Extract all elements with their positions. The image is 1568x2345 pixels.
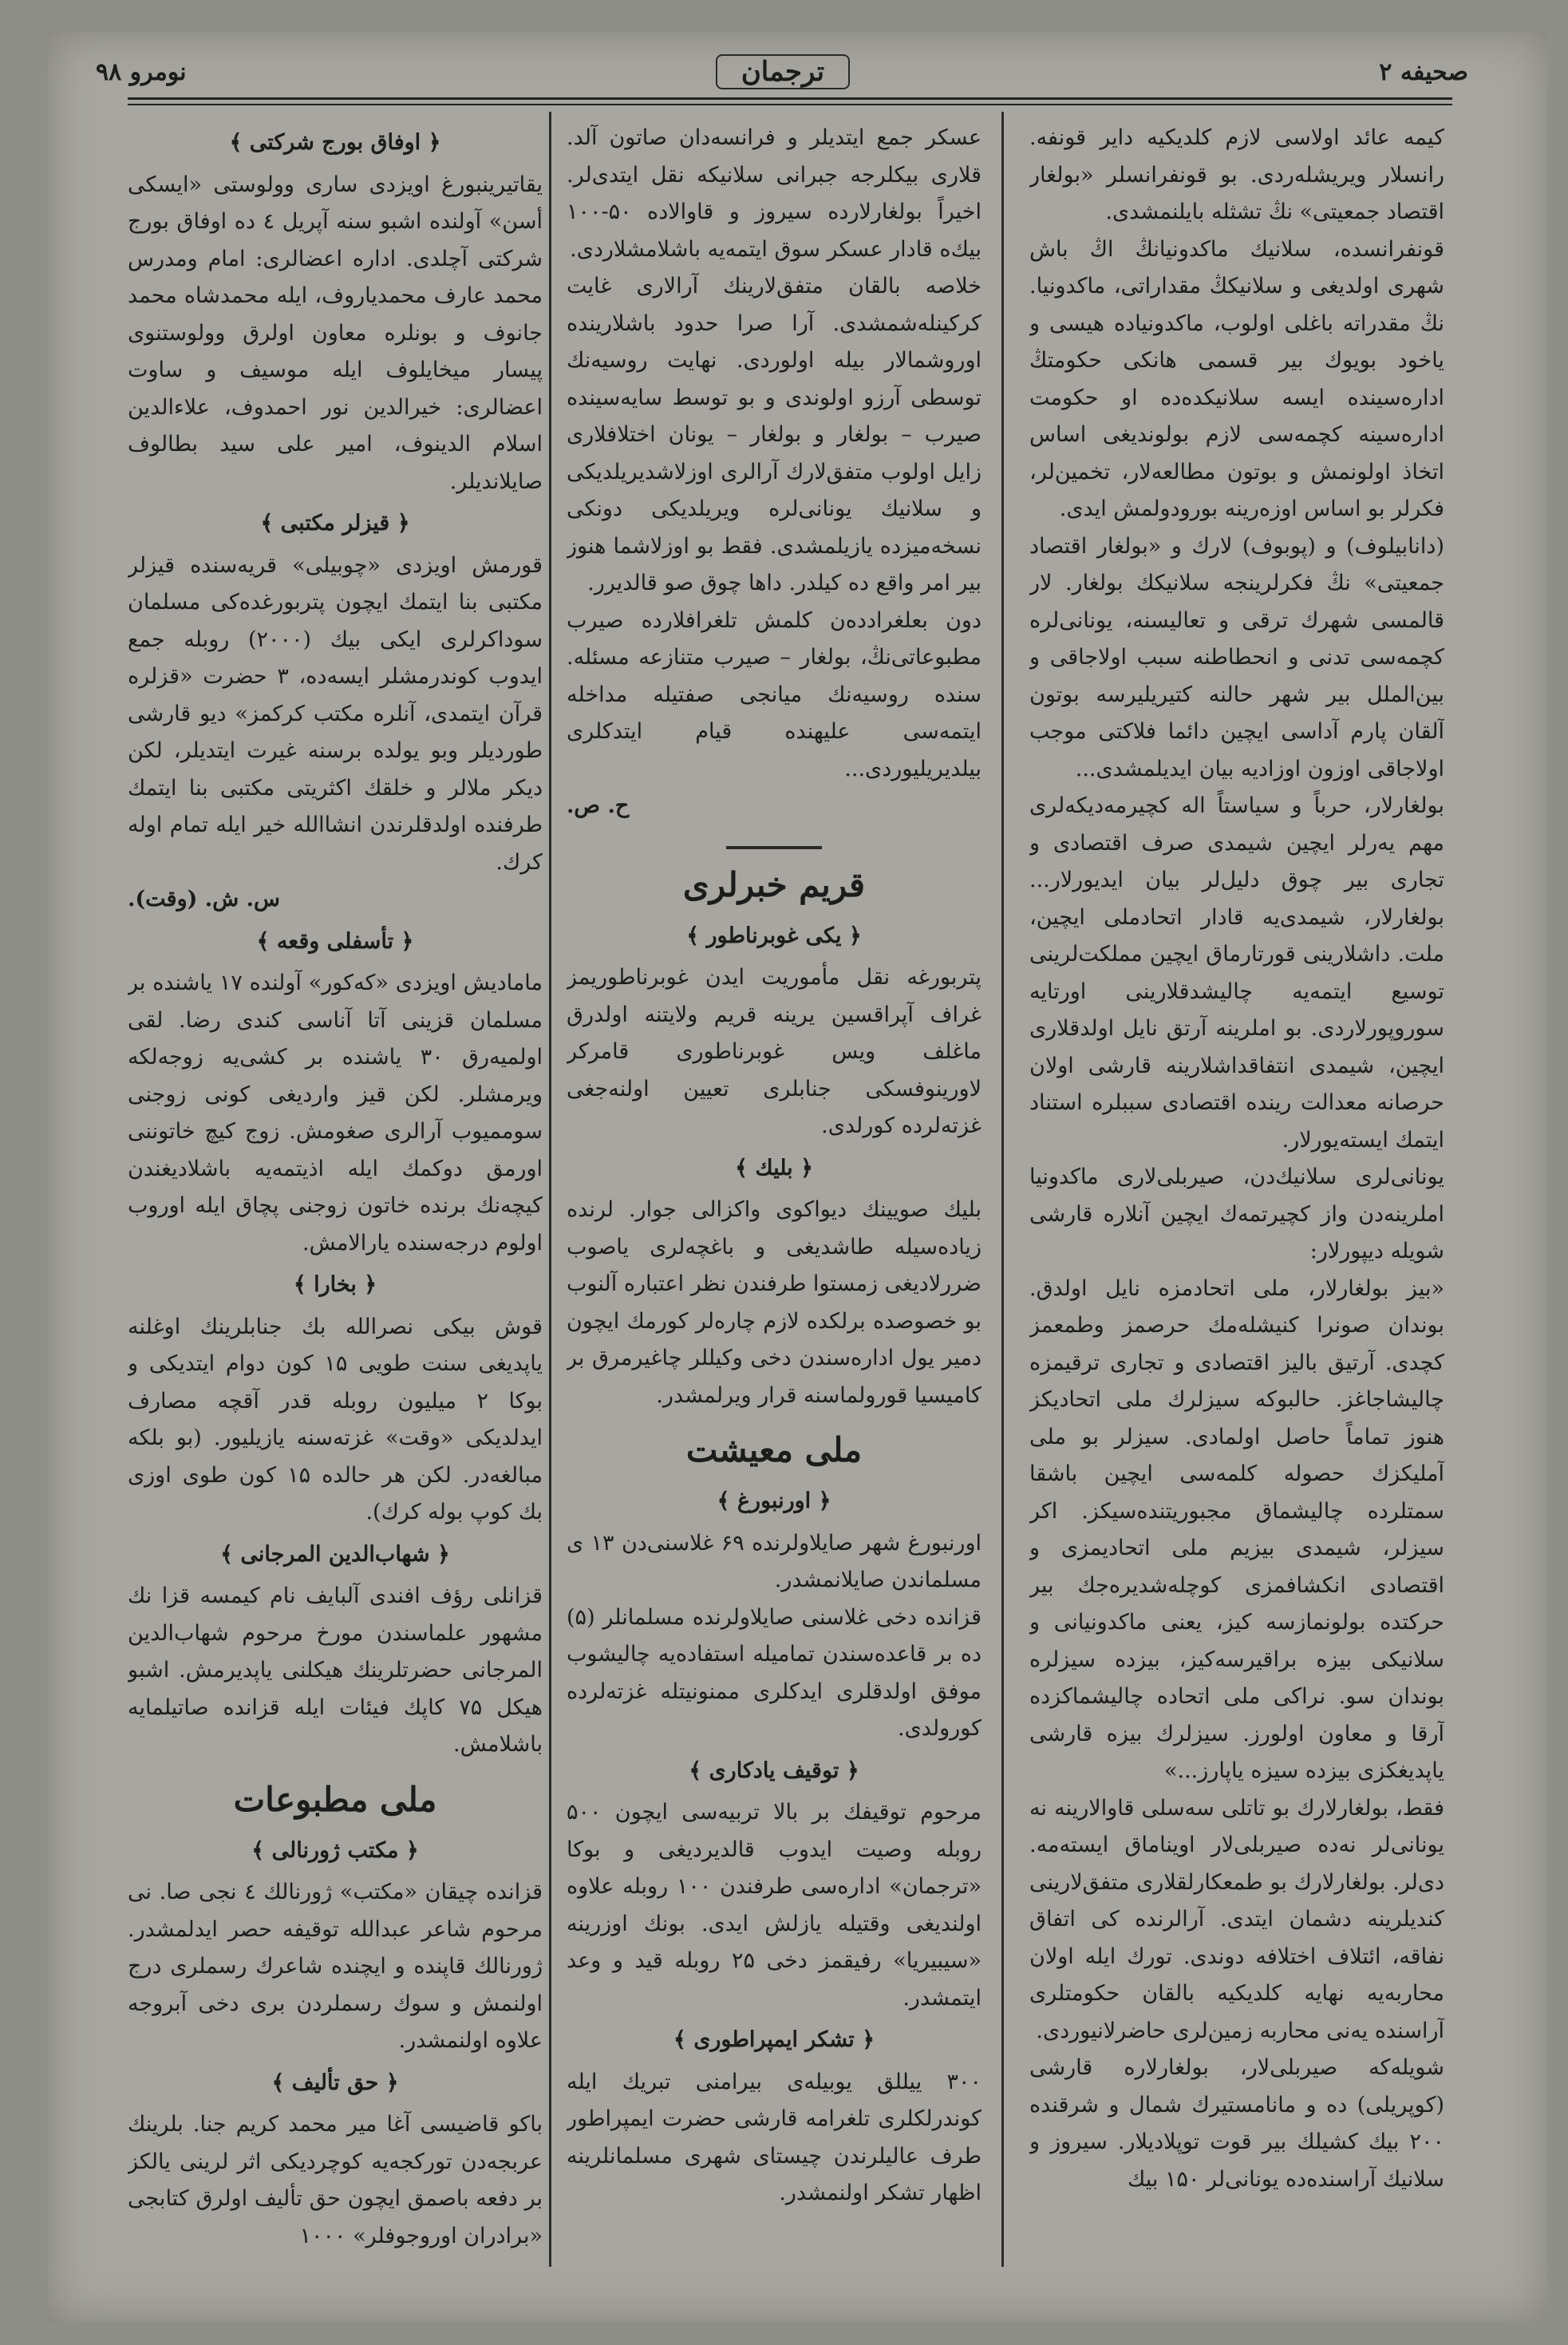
header-rule — [128, 97, 1452, 100]
subheading-school-journal: ﴿ مکتب ژورنالی ﴾ — [251, 1837, 419, 1863]
article-paragraph: باکو قاضیسی آغا میر محمد کریم جنا. بلرینك عربجه‌دن تورکجه‌یه کوچردیکی اثر لرینی یالکز بر دفعه باصمق ایچون حق تألیف اولرق کتابجی «برادران اوروجوفلر» ۱۰۰۰ — [128, 2112, 543, 2248]
article-signature: ح. ص. — [567, 793, 630, 818]
page-header — [96, 48, 1468, 96]
page-label: صحیفه ۲ — [1379, 57, 1468, 86]
article-paragraph: خلاصه بالقان متفق‌لارینك آرالاری غایت کرکینله‌شمشدی. آرا صرا حدود باشلارینده اوروشمالار بیله اولوردی. نهایت روسیه‌نك توسطی آرزو اولوندی و بو توسط سایه‌سینده صیرب – بولغار و بولغار – یونان اختلافلاری زایل اولوب متفق‌لارك آرالری اوزلاشدیریلدیکی و سلانیك یونانی‌لره ویریلدیکی دونکی نسخه‌میزده یازیلمشدی. فقط بو اوزلاشما هنوز بیر امر واقع ده کیلدر. داها چوق صو قالدیرر. — [567, 274, 981, 595]
article-paragraph: دون بعلغرادده‌ن کلمش تلغرافلارده صیرب مطبوعاتی‌نڭ، بولغار – صیرب متنازعه مسئله. سنده روسیه‌نك میانجی صفتیله مداخله ایتمه‌سی علیهنده قیام ایتدکلری بیلدیریلیوردی... — [567, 607, 981, 781]
subheading-waqf: ﴿ اوفاق بورج شرکتی ﴾ — [229, 130, 441, 155]
subheading-balik: ﴿ بلیك ﴾ — [735, 1155, 813, 1180]
column-divider — [1001, 112, 1004, 2267]
article-paragraph: قزانلی رؤف افندی آلبایف نام کیمسه قزا نك مشهور علماسندن مورخ مرحوم شهاب‌الدین المرجانی حضرتلرینك هیکلنی یاپدیرمش. اشبو هیکل ۷۵ کاپك فیئات ایله قزانده صاتیلمایه باشلامش. — [128, 1584, 543, 1757]
section-heading-national-life: ملی معیشت — [685, 1430, 863, 1469]
subheading-marjani: ﴿ شهاب‌الدین المرجانی ﴾ — [220, 1541, 450, 1567]
section-heading-national-press: ملی مطبوعات — [233, 1779, 437, 1819]
subheading-copyright: ﴿ حق تألیف ﴾ — [271, 2070, 399, 2095]
newspaper-title: ترجمان — [716, 54, 850, 89]
column-left — [128, 120, 543, 2267]
subheading-girls-school: ﴿ قیزلر مکتبی ﴾ — [260, 511, 410, 536]
subheading-tawkif: ﴿ توقیف یادکاری ﴾ — [689, 1758, 859, 1783]
article-paragraph: مرحوم توقیفك بر بالا تربیه‌سی ایچون ۵۰۰ روبله وصیت ایدوب قالدیردیغی و بوکا «ترجمان» اداره‌سی طرفندن ۱۰۰ روبله علاوه اولندیغی وقتیله یازلش ایدی. بونك اوزرینه «سیبیریا» رفیقمز دخی ۲۵ روبله قید و وعد ایتمشدر. — [567, 1800, 981, 2011]
article-paragraph: «بیز بولغارلار، ملی اتحادمزه نایل اولدق. بوندان صونرا کنیشله‌مك حرصمز وطمعمز کچدی. آرتیق بالیز اقتصادی و تجاری ترقیمزه چالیشاجاغز. حالبوکه سیزلرك ملی اتحادیکز هنوز تماماً حاصل اولمادی. سیزلر بو ملی آملیکزك حصوله کلمه‌سی ایچین باشقا سمتلرده چالیشماق مجبوریتنده‌سیکز. اکر سیزلر، شیمدی بیزیم ملی اتحادیمزی و اقتصادی انکشافمزی کوچله‌شدیره‌جك بیر حرکتده بولونمازسه کیز، یعنی ماکدونیانی و سلانیکی بیزه براقیرسه‌کیز، بیزده سیزلره بوندان سو. نراکی ملی اتحاده چالیشماکزده آرقا و معاون اولورز. سیزلرك بیزه قارشی یاپدیغکزی بیزده سیزه یاپارز...» — [1029, 1275, 1444, 1783]
article-paragraph: شویله‌که صیربلی‌لار، بولغارلاره قارشی (کوپریلی) ده و مانامستیرك شمال و شرقنده ۲۰۰ بیك کشیلك بیر قوت توپلادیلار. سیروز و سلانیك آراسنده‌ده یونانی‌لر ۱۵۰ بیك — [1029, 2055, 1444, 2192]
article-paragraph: قورمش اویزدی «چوبیلی» قریه‌سنده قیزلر مکتبی بنا ایتمك ایچون پتربورغده‌کی مسلمان سوداکرلری ایکی بیك (۲۰۰۰) روبله جمع ایدوب کوندرمشلر ایسه‌ده، ۳ حضرت «قزلره قرآن ایتمدی، آنلره مکتب کرکمز» دیو قارشی طوردیلر وبو یولده برسنه غیرت ایتدیلر، لکن دیکر ملالر و خلقك اکثریتی مکتبی بنا ایتمك طرفنده اولدقلرندن انشاالله خیر ایله تمام اوله کرك. — [128, 552, 543, 875]
article-paragraph: یونانی‌لری سلانیك‌دن، صیربلی‌لاری ماکدونیا املرینه‌دن واز کچیرتمه‌ك ایچین آنلاره قارشی شویله دیپورلار: — [1029, 1165, 1444, 1263]
subheading-governor: ﴿ یکی غوبرناطور ﴾ — [686, 923, 862, 948]
article-paragraph: قونفرانسده، سلانیك ماکدونیانڭ اڭ باش شهری اولدیغی و سلانیکڭ مقداراتی، ماکدونیا. نڭ مقدراته باغلی اولوب، ماکدونیاده هیسی و یاخود بویوك بیر قسمی هانکی حکومتڭ اداره‌سینده ایسه سلانیکده‌ده او حکومت اداره‌سینه کچمه‌سی لازم بولوندیغی اساس اتخاذ اولونمش و بوتون مطالعه‌لار، تخمین‌لر، فکرلر بو اساس اوزه‌رینه بورودولمش ایدی. — [1029, 236, 1444, 521]
article-paragraph: مامادیش اویزدی «که‌کور» آولنده ۱۷ یاشنده بر مسلمان قزینی آتا آناسی کندی رضا. لقی اولمیه‌رق ۳۰ یاشنده بر کشی‌یه زوجه‌لکه ویرمشلر. لکن قیز واردیغی کونی زوجنی سوممیوب آرالری صغومش. زوج کیچ خاتوننی اورمق دوکمك ایله اذیتمه‌یه باشلادیغندن کیچه‌نك برنده خاتون زوجنی پچاق ایله اوروب اولوم درجه‌سنده یارالامش. — [128, 971, 543, 1256]
issue-label: نومرو ۹۸ — [96, 57, 187, 86]
header-rule-thin — [128, 104, 1452, 105]
article-paragraph: قزانده چیقان «مکتب» ژورنالك ٤ نجی صا. نی مرحوم شاعر عبدالله توقیفه حصر ایدلمشدر. ژورنالك قاپنده و ایچنده شاعرك رسملری درج اولنمش و سوك رسملردن بری دخی آبروجه علاوه اولنمشدر. — [128, 1880, 543, 2053]
article-paragraph: (دانابیلوف) و (پوبوف) لارك و «بولغار اقتصاد جمعیتی» نڭ فکرلرینجه سلانیکك بولغار. لار قالمسی شهرك ترقی و تعالیسنه، یونانی‌لره کچمه‌سی تدنی و انحطاطنه سبب اولاجاقی و بین‌الملل بیر شهر حالنه کتیریلیرسه بوتون آلقان پارم آداسی ایچین دائما فلاکتی موجب اولاجاقی اوزون اوزادیه بیان ایدیلمشدی... — [1029, 533, 1444, 781]
section-heading-crimea: قریم خبرلری — [682, 864, 866, 904]
column-divider — [549, 112, 551, 2267]
article-paragraph: قوش بیکی نصرالله بك جنابلرینك اوغلنه یاپدیغی سنت طویی ۱۵ کون دوام ایتدیکی و بوکا ۲ میلیون روبله قدر آقچه مصارف ایدلدیکی «وقت» غزته‌سنه یازیلیور. (بو بلکه مبالغه‌در. لکن هر حالده ۱۵ کون طوی اوزی بك کوپ بوله کرك). — [128, 1314, 543, 1524]
subheading-thanks: ﴿ تشکر ایمپراطوری ﴾ — [673, 2027, 875, 2052]
article-paragraph: بلیك صویینك دیواکوی واکزالی جوار. لرنده زیاده‌سیله طاشدیغی و باغچه‌لری یاصوب ضررلادیغی زمستوا طرفندن نظر اعتباره آلنوب بو خصوصده برلکده لازم چاره‌لر کورمك ایچون دمیر یول اداره‌سندن دخی وکیللر چاغیرمرق بر کامیسیا قورولماسنه قرار ویرلمشدر. — [567, 1197, 981, 1408]
article-paragraph: فقط، بولغارلارك بو تاتلی سه‌سلی قاوالارینه نه یونانی‌لر نه‌ده صیربلی‌لار اویناماق ایسته‌مه. دی‌لر. بولغارلارك بو طمعکارلقلاری متفق‌لارینی کندیلرینه دشمان ایتدی. آرالرنده کی اتفاق نفاقه، ائتلاف اختلافه دوندی. تورك ایله اولان محاربه‌یه نهایه کلدیکیه بالقان حکومتلری آراسنده یه‌نی محاربه زمین‌لری حاضرلانیوردی. — [1029, 1795, 1444, 2043]
subheading-orenburg: ﴿ اورنبورغ ﴾ — [717, 1489, 831, 1513]
subheading-sad-event: ﴿ تأسفلی وقعه ﴾ — [256, 928, 414, 954]
column-middle — [567, 120, 981, 2267]
article-paragraph: قزانده دخی غلاسنی صایلاولرنده مسلمانلر (۵) ده بر قاعده‌سندن تمامیله استفاده‌یه چالیشوب موفق اولدقلری ایدکلری ممنونیتله غزته‌لرده کورولدی. — [567, 1604, 981, 1741]
article-paragraph: یقاتیرینبورغ اویزدی ساری وولوستی «ایسکی أسن» آولنده اشبو سنه آپریل ٤ ده اوفاق بورج شرکتی آچلدی. اداره اعضالری: امام ومدرس محمد عارف محمدیاروف، ایله محمدشاه محمد جانوف و بونلره معاون اولرق وولوستنوی پیسار میخایلوف ایله موسیف و ساوت اعضالری: خیرالدین نور احمدوف، علاءالدین اسلام الدینوف، امیر علی سید بطالوف صایلاندیلر. — [128, 172, 543, 494]
section-separator — [726, 846, 822, 849]
article-paragraph: اورنبورغ شهر صایلاولرنده ۶۹ غلاسنی‌دن ۱۳ ی مسلماندن صایلانمشدر. — [567, 1530, 981, 1592]
article-paragraph: کیمه عائد اولاسی لازم کلدیکیه دایر قونفه. رانسلار ویریشله‌ردی. بو قونفرانسلر «بولغار اقتصاد جمعیتی» نڭ تشثله بایلنمشدی. — [1029, 125, 1444, 224]
article-paragraph: پتربورغه نقل مأموریت ایدن غوبرناطوریمز غراف آپراقسین یرینه قریم ولایتنه اولدرق ماغلف ویس غوبرناطوری قامرکر لاورینوفسکی جنابلری تعیین اولنه‌جغی غزته‌لرده کورلدی. — [567, 965, 981, 1138]
column-right — [1029, 120, 1444, 2267]
article-paragraph: عسکر جمع ایتدیلر و فرانسه‌دان صاتون آلد. قلاری بیکلرجه جبرانی سلانیکه نقل ایتدی‌لر. اخیراً بولغارلارده سیروز و قاوالاده ۵۰-۱۰۰ بیك‌ه قادار عسکر سوق ایتمه‌یه باشلامشلاردی. — [567, 125, 981, 262]
article-paragraph: بولغارلار، حرباً و سیاستاً اله کچیرمه‌دیکه‌لری مهم یه‌رلر ایچین شیمدی صرف اقتصادی و تجاری بیر چوق دلیل‌لر بیان ایدیورلار... بولغارلار، شیمدی‌یه قادار اتحادملی ایچین، ملت. داشلارینی قورتارماق ایچین مملکت‌لرینی توسیع ایتمه‌یه چالیشدقلارینی اورتایه سوروپورلاردی. بو املرینه آرتق نایل اولدقلاری ایچین، شیمدی انتفاقدا‌شلارینه قارشی اولان حرصانه معدالت رینده اقتصادی سببلره استناد ایتمك ایسته‌یورلار. — [1029, 793, 1444, 1153]
article-paragraph: ۳۰۰ ییللق یوبیله‌ی بیرامنی تبریك ایله کوندرلکلری تلغرامه قارشی حضرت ایمپراطور طرف عالیلرندن چیستای شهری مسلمانلرینه اظهار تشکر اولنمشدر. — [567, 2069, 981, 2205]
article-signature: س. ش. (وقت). — [128, 887, 280, 912]
subheading-bukhara: ﴿ بخارا ﴾ — [293, 1272, 377, 1297]
